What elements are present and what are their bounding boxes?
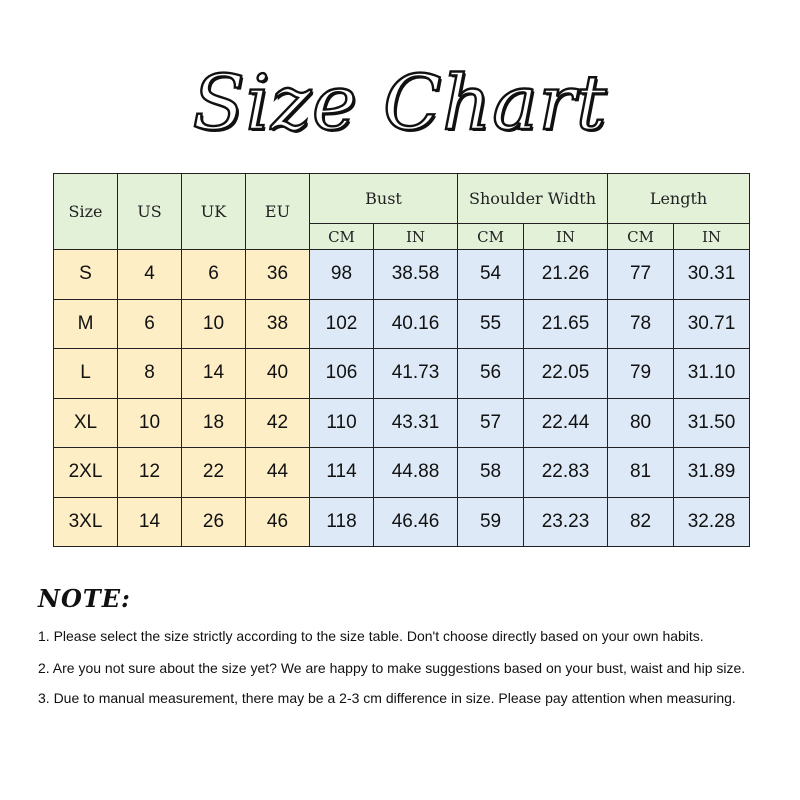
cell-shoulder-cm: 55 [458,299,524,349]
header-uk: UK [182,174,246,250]
cell-length-cm: 79 [608,349,674,399]
cell-bust-in: 38.58 [374,250,458,300]
cell-us: 6 [118,299,182,349]
cell-length-cm: 78 [608,299,674,349]
subheader-bust-in: IN [374,224,458,250]
subheader-shoulder-in: IN [524,224,608,250]
cell-shoulder-cm: 57 [458,398,524,448]
cell-length-cm: 81 [608,448,674,498]
cell-shoulder-in: 21.26 [524,250,608,300]
note-line-1: 1. Please select the size strictly according to the size table. Don't choose directly based on your own habits. [38,628,704,644]
cell-shoulder-in: 21.65 [524,299,608,349]
cell-length-in: 31.50 [674,398,750,448]
header-length: Length [608,174,750,224]
header-shoulder-width: Shoulder Width [458,174,608,224]
cell-eu: 38 [246,299,310,349]
cell-bust-cm: 98 [310,250,374,300]
note-line-3: 3. Due to manual measurement, there may be a 2-3 cm difference in size. Please pay attention when measuring. [38,690,736,706]
cell-bust-cm: 118 [310,497,374,547]
cell-uk: 14 [182,349,246,399]
cell-shoulder-cm: 58 [458,448,524,498]
cell-length-in: 31.10 [674,349,750,399]
cell-size: 3XL [54,497,118,547]
cell-length-in: 31.89 [674,448,750,498]
cell-bust-cm: 102 [310,299,374,349]
cell-us: 4 [118,250,182,300]
cell-shoulder-in: 22.44 [524,398,608,448]
cell-bust-in: 44.88 [374,448,458,498]
cell-length-cm: 80 [608,398,674,448]
cell-uk: 22 [182,448,246,498]
cell-eu: 46 [246,497,310,547]
cell-bust-cm: 110 [310,398,374,448]
cell-uk: 26 [182,497,246,547]
cell-eu: 44 [246,448,310,498]
cell-bust-in: 46.46 [374,497,458,547]
cell-size: L [54,349,118,399]
cell-us: 14 [118,497,182,547]
cell-length-in: 30.71 [674,299,750,349]
cell-uk: 6 [182,250,246,300]
header-bust: Bust [310,174,458,224]
table-row [54,398,750,448]
subheader-shoulder-cm: CM [458,224,524,250]
header-eu: EU [246,174,310,250]
cell-bust-cm: 114 [310,448,374,498]
cell-uk: 10 [182,299,246,349]
table-row [54,497,750,547]
cell-length-in: 30.31 [674,250,750,300]
subheader-length-cm: CM [608,224,674,250]
page-title: Size Chart [192,58,608,147]
cell-shoulder-cm: 59 [458,497,524,547]
cell-uk: 18 [182,398,246,448]
cell-shoulder-in: 22.83 [524,448,608,498]
subheader-length-in: IN [674,224,750,250]
cell-shoulder-in: 22.05 [524,349,608,399]
cell-shoulder-in: 23.23 [524,497,608,547]
table-row [54,349,750,399]
cell-bust-in: 40.16 [374,299,458,349]
cell-eu: 40 [246,349,310,399]
cell-us: 12 [118,448,182,498]
subheader-bust-cm: CM [310,224,374,250]
cell-size: 2XL [54,448,118,498]
cell-bust-cm: 106 [310,349,374,399]
table-row [54,448,750,498]
cell-size: XL [54,398,118,448]
cell-bust-in: 41.73 [374,349,458,399]
cell-bust-in: 43.31 [374,398,458,448]
header-us: US [118,174,182,250]
cell-us: 8 [118,349,182,399]
table-row [54,299,750,349]
note-heading: NOTE: [38,584,131,613]
cell-size: M [54,299,118,349]
cell-us: 10 [118,398,182,448]
cell-length-cm: 82 [608,497,674,547]
header-size: Size [54,174,118,250]
cell-shoulder-cm: 54 [458,250,524,300]
cell-length-cm: 77 [608,250,674,300]
header-row [54,174,750,224]
cell-eu: 42 [246,398,310,448]
note-line-2: 2. Are you not sure about the size yet? We are happy to make suggestions based on your bust, waist and hip size. [38,660,746,676]
cell-size: S [54,250,118,300]
cell-shoulder-cm: 56 [458,349,524,399]
table-row [54,250,750,300]
cell-length-in: 32.28 [674,497,750,547]
size-table [53,173,750,547]
cell-eu: 36 [246,250,310,300]
